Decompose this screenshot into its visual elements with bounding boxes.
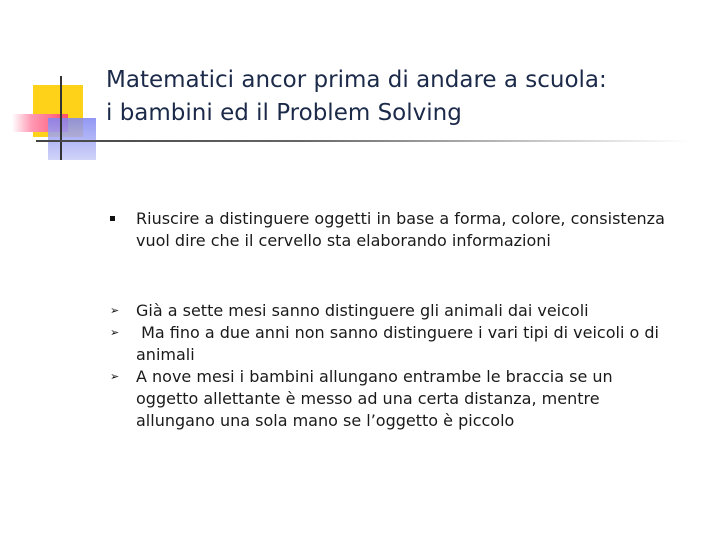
square-bullet-icon <box>110 208 126 230</box>
bullet-item <box>110 208 670 252</box>
decorative-blue-square <box>48 118 96 160</box>
bullet-item <box>110 322 670 366</box>
bullet-text: Già a sette mesi sanno distinguere gli animali dai veicoli <box>136 301 589 320</box>
arrow-bullet-icon: ➢ <box>110 326 120 339</box>
decorative-vertical-line <box>60 76 62 160</box>
title-line-1: Matematici ancor prima di andare a scuola: <box>106 67 607 93</box>
arrow-bullet-icon: ➢ <box>110 304 120 317</box>
bullet-list <box>110 208 670 432</box>
title-divider-line <box>36 140 690 142</box>
slide-title <box>106 64 696 130</box>
title-line-2: i bambini ed il Problem Solving <box>106 100 462 126</box>
bullet-text: A nove mesi i bambini allungano entrambe le braccia se un oggetto allettante è messo ad una certa distanza, mentre allungano una sola mano se l’oggetto è piccolo <box>136 367 613 430</box>
bullet-item <box>110 300 670 322</box>
bullet-item <box>110 366 670 432</box>
bullet-text: Ma fino a due anni non sanno distinguere i vari tipi di veicoli o di animali <box>136 323 665 364</box>
arrow-bullet-icon: ➢ <box>110 370 120 383</box>
bullet-text: Riuscire a distinguere oggetti in base a forma, colore, consistenza vuol dire che il cervello sta elaborando informazioni <box>136 209 665 250</box>
